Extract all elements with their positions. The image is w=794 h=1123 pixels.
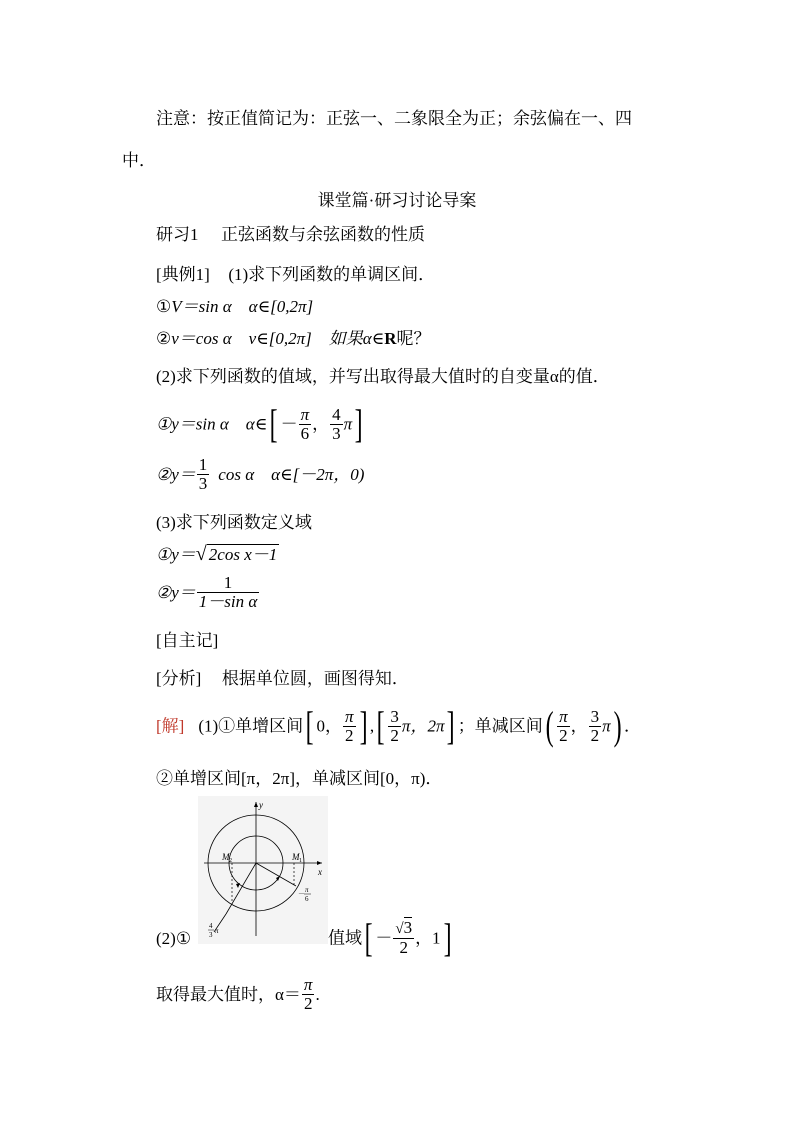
numerator: 3 <box>590 706 600 726</box>
m1-label: M <box>292 852 300 862</box>
solution-line-3-range <box>328 915 454 960</box>
reals-symbol: R <box>384 329 397 348</box>
denominator: 2 <box>590 725 600 745</box>
angle1-den: 6 <box>305 895 309 903</box>
angle1-num: π <box>305 886 309 894</box>
angle2-pi: π <box>215 927 219 935</box>
left-paren: ( <box>545 703 554 748</box>
example-p3-item2 <box>156 574 260 611</box>
denominator: 1－sin α <box>198 591 258 611</box>
denominator: 2 <box>345 725 354 745</box>
example-p3-item1 <box>156 544 279 564</box>
example-p2-text: (2)求下列函数的值域，并写出取得最大值时的自变量α的值． <box>156 367 610 386</box>
radicand-text: 2cos x－1 <box>208 545 278 564</box>
pi-symbol: π <box>343 414 353 434</box>
example-p1-item1 <box>156 298 313 315</box>
example-p2-item1 <box>156 401 366 446</box>
left-bracket: [ <box>305 703 314 748</box>
right-paren: ) <box>613 703 622 748</box>
fraction-sqrt3-2 <box>393 919 414 957</box>
angle2-num: 4 <box>209 922 213 930</box>
comma: , <box>369 716 375 736</box>
numerator: π <box>559 706 568 726</box>
function-v-cos: v＝cos α v∈[0,2π] 如果α∈ <box>171 329 385 348</box>
function-v-sin: V＝sin α α∈[0,2π] <box>171 297 314 316</box>
x-axis-label: x <box>318 867 322 877</box>
analysis-text: 根据单位圆，画图得知． <box>221 669 409 688</box>
right-bracket: ] <box>354 401 363 446</box>
solution-line-1 <box>156 703 642 748</box>
function-y-sin: ①y＝sin α α∈ <box>156 414 268 434</box>
fraction-pi-2 <box>343 708 356 745</box>
denominator: 6 <box>300 423 310 443</box>
solution-increase-label: (1)①单增区间 <box>198 716 304 736</box>
function-y: ②y＝ <box>156 464 196 484</box>
left-bracket: [ <box>376 703 385 748</box>
m1-subscript: 1 <box>299 858 302 864</box>
fraction-3-2 <box>589 708 602 745</box>
fraction-4-3 <box>330 406 343 443</box>
analysis-tag: [分析] <box>156 669 202 688</box>
function-y: ②y＝ <box>156 582 196 602</box>
denominator: 2 <box>390 725 399 745</box>
topic-title: 正弦函数与余弦函数的性质 <box>221 225 425 244</box>
right-bracket: ] <box>359 703 368 748</box>
function-y: ①y＝ <box>156 545 196 564</box>
right-bracket: ] <box>447 703 456 748</box>
minus-sign: － <box>280 414 298 434</box>
unit-circle-figure <box>198 796 328 944</box>
example-p1-text: (1)求下列函数的单调区间． <box>228 265 436 284</box>
denominator: 3 <box>332 423 341 443</box>
angle2-den: 3 <box>209 931 213 939</box>
left-bracket: [ <box>364 915 373 960</box>
numerator: 4 <box>332 404 341 424</box>
solution-line-2: ②单增区间[π，2π]，单减区间[0，π)． <box>156 769 443 788</box>
interval-end: π，2π <box>401 716 445 736</box>
fraction-pi-2 <box>557 708 570 745</box>
angle1-sign: － <box>298 890 305 898</box>
m2-label: M <box>222 852 230 862</box>
fraction-3-2 <box>388 708 401 745</box>
example-p3-text: (3)求下列函数定义域 <box>156 513 312 532</box>
denominator: 2 <box>303 993 313 1013</box>
section-title: 课堂篇·研习讨论导案 <box>317 191 477 210</box>
numerator: √3 <box>395 918 413 938</box>
example-tag: [典例1] <box>156 265 210 284</box>
solution-line-3-prefix: (2)① <box>156 929 192 948</box>
period: ． <box>624 716 642 736</box>
denominator: 3 <box>198 473 208 493</box>
max-value-text: 取得最大值时，α＝ <box>156 984 301 1004</box>
numerator: 1 <box>197 574 260 593</box>
sqrt-radicand <box>207 546 279 563</box>
topic-number: 研习1 <box>156 225 199 244</box>
unit-circle-svg <box>198 796 328 944</box>
interval-start: 0， <box>316 716 342 736</box>
numerator: 1 <box>198 455 208 474</box>
right-bracket: ] <box>443 915 452 960</box>
denominator: 2 <box>559 725 568 745</box>
analysis <box>156 670 409 687</box>
left-bracket: [ <box>269 401 278 446</box>
sqrt-sign: √ <box>195 543 207 565</box>
solution-tag: [解] <box>156 716 185 736</box>
range-label: 值域 <box>328 928 362 948</box>
function-cos-domain: cos α α∈[－2π，0) <box>218 464 365 484</box>
example-p2-item2 <box>156 456 364 493</box>
solution-line-4 <box>156 976 320 1013</box>
denominator: 2 <box>399 937 408 957</box>
minus-sign: － <box>375 928 393 948</box>
fraction-pi-6 <box>299 406 312 443</box>
m2-subscript: 2 <box>229 858 232 864</box>
question-end: 呢？ <box>396 329 431 348</box>
figure-background <box>198 796 328 944</box>
numerator: π <box>300 404 310 424</box>
range-upper: ，1 <box>415 928 441 948</box>
intro-line-1: 注意：按正值简记为：正弦一、二象限全为正；余弦偏在一、四 <box>156 109 632 128</box>
topic-heading <box>156 226 425 243</box>
example-p1 <box>156 266 435 283</box>
fraction-1-3 <box>197 456 210 493</box>
example-p1-item2 <box>156 330 431 347</box>
sqrt-radicand: 3 <box>403 918 413 938</box>
numerator: π <box>344 706 354 726</box>
y-axis-label: y <box>259 800 263 810</box>
intro-line-2: 中． <box>122 151 156 170</box>
period: . <box>315 984 320 1004</box>
note-tag: [自主记] <box>156 631 219 650</box>
solution-decrease-label: ；单减区间 <box>457 716 543 736</box>
numerator: π <box>303 975 313 994</box>
numerator: 3 <box>390 706 399 726</box>
fraction-pi-2 <box>302 976 315 1013</box>
comma: ， <box>570 716 588 736</box>
circle-2: ② <box>156 329 172 348</box>
comma: ， <box>312 414 330 434</box>
pi-symbol: π <box>602 716 611 736</box>
circle-1: ① <box>156 297 172 316</box>
fraction-1-over-1-sin <box>197 574 260 611</box>
